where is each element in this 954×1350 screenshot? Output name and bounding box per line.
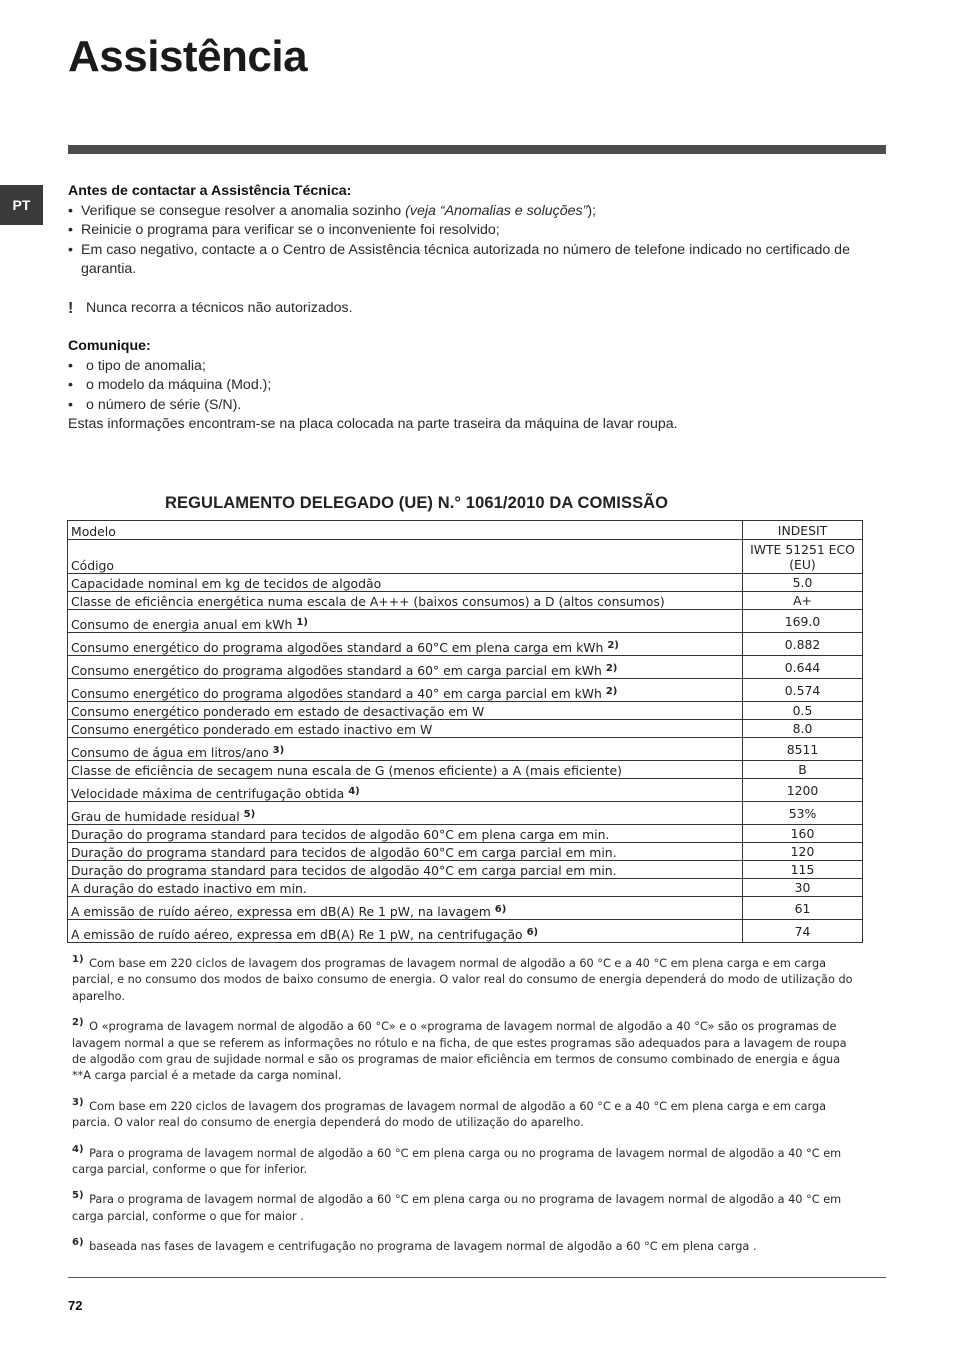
table-row bbox=[68, 540, 863, 574]
row-label: Classe de eficiência de secagem nuna escala de G (menos eficiente) a A (mais eficiente) bbox=[68, 761, 743, 779]
row-label: Classe de eficiência energética numa escala de A+++ (baixos consumos) a D (altos consumos) bbox=[68, 592, 743, 610]
footnote bbox=[72, 1143, 862, 1179]
row-value: 160 bbox=[743, 825, 863, 843]
row-label: Consumo energético do programa algodões standard a 60°C em plena carga em kWh $^{2)}$ bbox=[68, 633, 743, 656]
assistance-content bbox=[68, 182, 888, 435]
footnote-ref: 2) bbox=[605, 663, 618, 674]
table-row bbox=[68, 738, 863, 761]
table-row bbox=[68, 633, 863, 656]
footnote bbox=[72, 1019, 862, 1085]
table-row bbox=[68, 761, 863, 779]
table-row bbox=[68, 779, 863, 802]
table-row bbox=[68, 574, 863, 592]
row-label: Consumo de energia anual em kWh $^{1)}$ bbox=[68, 610, 743, 633]
footnote-number: 4) bbox=[72, 1143, 84, 1155]
row-label: Consumo energético do programa algodões standard a 60° em carga parcial em kWh $^{2)}$ bbox=[68, 656, 743, 679]
table-row bbox=[68, 920, 863, 943]
row-value: 61 bbox=[743, 897, 863, 920]
list-item: • Verifique se consegue resolver a anomalia sozinho (veja “Anomalias e soluções”); bbox=[68, 202, 888, 222]
footnote-ref: 4) bbox=[348, 786, 360, 797]
row-label: Grau de humidade residual $^{5)}$ bbox=[68, 802, 743, 825]
regulation-footnotes bbox=[72, 956, 862, 1270]
row-label: Consumo energético do programa algodões standard a 40° em carga parcial em kWh $^{2)}$ bbox=[68, 679, 743, 702]
row-value: 0.644 bbox=[743, 656, 863, 679]
footnote-number: 5) bbox=[72, 1190, 84, 1202]
list-item: • o tipo de anomalia; bbox=[68, 357, 888, 377]
list-item: • Reinicie o programa para verificar se o inconveniente foi resolvido; bbox=[68, 221, 888, 241]
regulation-title: REGULAMENTO DELEGADO (UE) N.° 1061/2010 DA COMISSÃO bbox=[165, 494, 669, 512]
table-row bbox=[68, 825, 863, 843]
page-number: 72 bbox=[68, 1298, 83, 1313]
footnote-number: 3) bbox=[72, 1096, 84, 1108]
footnote-text: Para o programa de lavagem normal de algodão a 60 °C em plena carga ou no programa de lavagem normal de algodão a 40 °C em carga parcial, conforme o que for maior . bbox=[72, 1193, 842, 1223]
row-label: Consumo energético ponderado em estado de desactivação em W bbox=[68, 702, 743, 720]
list-item: • o número de série (S/N). bbox=[68, 396, 888, 416]
footnote bbox=[72, 956, 862, 1005]
row-value: A+ bbox=[743, 592, 863, 610]
exclamation-icon: ! bbox=[68, 299, 74, 317]
row-value: 74 bbox=[743, 920, 863, 943]
warning-note bbox=[68, 299, 888, 319]
row-label: Duração do programa standard para tecidos de algodão 60°C em plena carga em min. bbox=[68, 825, 743, 843]
table-row bbox=[68, 802, 863, 825]
footnote-ref: 2) bbox=[607, 640, 619, 651]
table-row bbox=[68, 656, 863, 679]
row-label: A duração do estado inactivo em min. bbox=[68, 879, 743, 897]
row-value: 1200 bbox=[743, 779, 863, 802]
footnote-text: baseada nas fases de lavagem e centrifugação no programa de lavagem normal de algodão a 60 °C em plena carga . bbox=[89, 1240, 757, 1254]
row-label: A emissão de ruído aéreo, expressa em dB(A) Re 1 pW, na lavagem $^{6)}$ bbox=[68, 897, 743, 920]
table-row bbox=[68, 879, 863, 897]
row-label: Capacidade nominal em kg de tecidos de algodão bbox=[68, 574, 743, 592]
row-value: 115 bbox=[743, 861, 863, 879]
before-list bbox=[68, 202, 888, 280]
table-row bbox=[68, 679, 863, 702]
row-value: B bbox=[743, 761, 863, 779]
row-label: A emissão de ruído aéreo, expressa em dB(A) Re 1 pW, na centrifugação $^{6)}$ bbox=[68, 920, 743, 943]
cross-reference: (veja “Anomalias e soluções” bbox=[405, 202, 588, 219]
row-value: 30 bbox=[743, 879, 863, 897]
row-label: Consumo energético ponderado em estado inactivo em W bbox=[68, 720, 743, 738]
warning-text: Nunca recorra a técnicos não autorizados. bbox=[86, 299, 353, 316]
footnote-text: Com base em 220 ciclos de lavagem dos programas de lavagem normal de algodão a 60 °C e a 40 °C em plena carga e em carga parcia. O valor real do consumo de energia dependerá do modo de utilização do aparelho. bbox=[72, 1099, 827, 1130]
footnote-ref: 6) bbox=[526, 927, 539, 938]
table-row bbox=[68, 702, 863, 720]
table-row bbox=[68, 521, 863, 540]
table-row bbox=[68, 610, 863, 633]
footnote-ref: 1) bbox=[296, 617, 308, 628]
row-value: INDESIT bbox=[743, 521, 863, 540]
table-row bbox=[68, 897, 863, 920]
row-value: 5.0 bbox=[743, 574, 863, 592]
language-tab: PT bbox=[0, 185, 43, 225]
row-value: IWTE 51251 ECO (EU) bbox=[743, 540, 863, 574]
title-divider bbox=[68, 145, 886, 154]
footnote bbox=[72, 1192, 862, 1225]
footnote-ref: 2) bbox=[605, 686, 618, 697]
before-heading: Antes de contactar a Assistência Técnica: bbox=[68, 183, 352, 199]
footnote-ref: 3) bbox=[272, 745, 285, 756]
row-value: 0.5 bbox=[743, 702, 863, 720]
list-item: • Em caso negativo, contacte a o Centro de Assistência técnica autorizada no número de telefone indicado no certificado de garantia. bbox=[68, 241, 888, 280]
footnote-text: O «programa de lavagem normal de algodão a 60 °C» e o «programa de lavagem normal de algodão a 40 °C» são os programas de lavagem normal a que se referem as informações no rótulo e na ficha, de que estes programas são adequados para a lavagem de roupa de algodão com grau de sujidade normal e são os programas de maior eficiência em termos de consumo combinado de energia e água **A carga parcial é a metade da carga nominal. bbox=[72, 1020, 847, 1083]
page-title: Assistência bbox=[68, 32, 308, 81]
footnote-text: Com base em 220 ciclos de lavagem dos programas de lavagem normal de algodão a 60 °C e a 40 °C em plena carga e em carga parcial, e no consumo dos modos de baixo consumo de energia. O valor real do consumo de energia dependerá do modo de utilização do aparelho. bbox=[72, 957, 853, 1003]
communicate-footer: Estas informações encontram-se na placa colocada na parte traseira da máquina de lavar roupa. bbox=[68, 416, 678, 432]
footer-divider bbox=[68, 1277, 886, 1278]
footnote-number: 2) bbox=[72, 1017, 84, 1029]
row-label: Duração do programa standard para tecidos de algodão 40°C em carga parcial em min. bbox=[68, 861, 743, 879]
row-label: Modelo bbox=[68, 521, 743, 540]
row-value: 169.0 bbox=[743, 610, 863, 633]
footnote-number: 6) bbox=[72, 1237, 84, 1249]
footnote-number: 1) bbox=[72, 954, 84, 965]
row-label: Velocidade máxima de centrifugação obtida $^{4)}$ bbox=[68, 779, 743, 802]
regulation-table bbox=[67, 520, 863, 943]
row-value: 8.0 bbox=[743, 720, 863, 738]
footnote-text: Para o programa de lavagem normal de algodão a 60 °C em plena carga ou no programa de lavagem normal de algodão a 40 °C em carga parcial, conforme o que for inferior. bbox=[72, 1146, 842, 1177]
list-item: • o modelo da máquina (Mod.); bbox=[68, 376, 888, 396]
row-value: 0.882 bbox=[743, 633, 863, 656]
row-label: Consumo de água em litros/ano $^{3)}$ bbox=[68, 738, 743, 761]
table-row bbox=[68, 720, 863, 738]
footnote bbox=[72, 1239, 862, 1255]
footnote-ref: 6) bbox=[494, 904, 507, 915]
table-row bbox=[68, 861, 863, 879]
table-row bbox=[68, 843, 863, 861]
row-value: 0.574 bbox=[743, 679, 863, 702]
row-value: 8511 bbox=[743, 738, 863, 761]
footnote bbox=[72, 1096, 862, 1132]
table-row bbox=[68, 592, 863, 610]
row-value: 120 bbox=[743, 843, 863, 861]
footnote-ref: 5) bbox=[243, 809, 256, 820]
communicate-list bbox=[68, 357, 888, 416]
row-value: 53% bbox=[743, 802, 863, 825]
row-label: Código bbox=[68, 540, 743, 574]
row-label: Duração do programa standard para tecidos de algodão 60°C em carga parcial em min. bbox=[68, 843, 743, 861]
communicate-heading: Comunique: bbox=[68, 338, 151, 354]
